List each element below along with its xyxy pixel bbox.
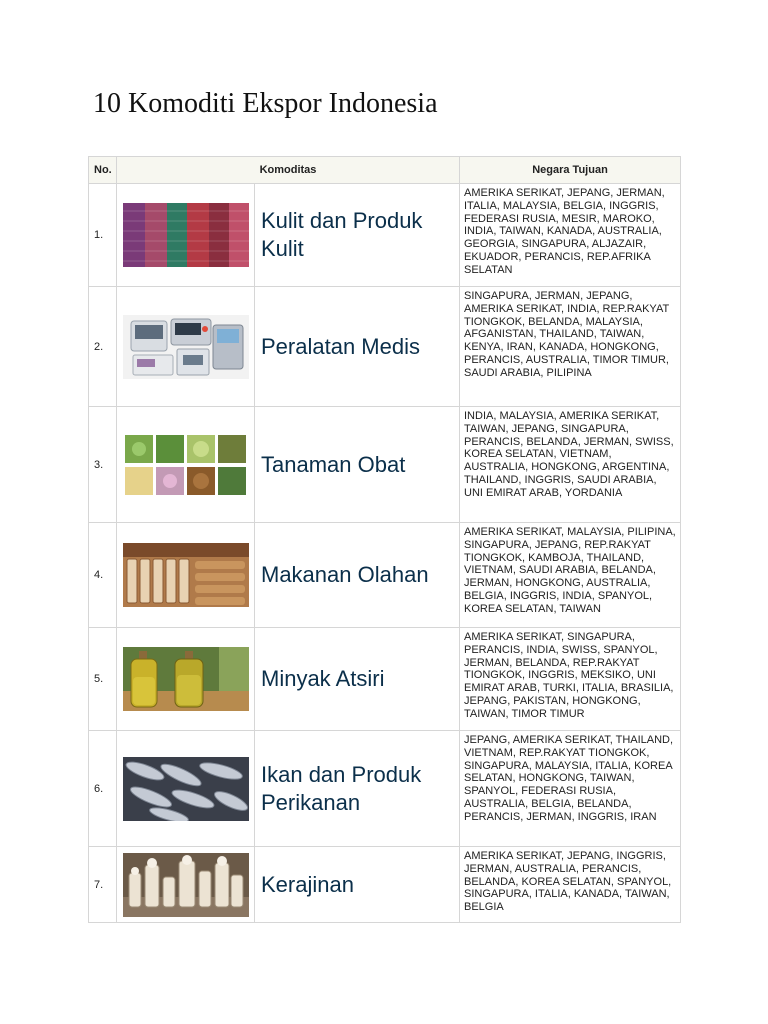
commodity-name: Kulit dan Produk Kulit [255,184,460,287]
table-row [89,847,681,923]
essential-oil-photo [123,647,249,711]
commodity-name: Peralatan Medis [255,287,460,407]
destination-countries: AMERIKA SERIKAT, SINGAPURA, PERANCIS, INDIA, SWISS, SPANYOL, JERMAN, BELANDA, REP.RAKYAT TIONGKOK, INGGRIS, MEKSIKO, UNI EMIRAT ARAB, TURKI, ITALIA, BRASILIA, JEPANG, PAKISTAN, HONGKONG, TAIWAN, TIMOR TIMUR [460,628,681,731]
row-number: 7. [89,847,117,923]
row-number: 1. [89,184,117,287]
commodity-name: Minyak Atsiri [255,628,460,731]
commodity-name: Kerajinan [255,847,460,923]
table-row [89,184,681,287]
destination-countries: JEPANG, AMERIKA SERIKAT, THAILAND, VIETNAM, REP.RAKYAT TIONGKOK, SINGAPURA, MALAYSIA, ITALIA, KOREA SELATAN, HONGKONG, TAIWAN, SPANYOL, FEDERASI RUSIA, AUSTRALIA, BELGIA, BELANDA, PERANCIS, JERMAN, INGGRIS, IRAN [460,731,681,847]
row-number: 3. [89,407,117,523]
page-title: 10 Komoditi Ekspor Indonesia [93,88,438,119]
commodity-name: Tanaman Obat [255,407,460,523]
header-no: No. [89,157,117,184]
handicrafts-photo [123,853,249,917]
destination-countries: INDIA, MALAYSIA, AMERIKA SERIKAT, TAIWAN, JEPANG, SINGAPURA, PERANCIS, BELANDA, JERMAN, SWISS, KOREA SELATAN, VIETNAM, AUSTRALIA, HONGKONG, ARGENTINA, THAILAND, INGGRIS, SAUDI ARABIA, UNI EMIRAT ARAB, YORDANIA [460,407,681,523]
table-row [89,523,681,628]
commodity-table [88,156,681,923]
table-header-row [89,157,681,184]
row-number: 4. [89,523,117,628]
commodity-name: Ikan dan Produk Perikanan [255,731,460,847]
table-row [89,407,681,523]
header-negara-tujuan: Negara Tujuan [460,157,681,184]
row-number: 2. [89,287,117,407]
medical-equipment-photo [123,315,249,379]
table-row [89,287,681,407]
table-row [89,628,681,731]
destination-countries: AMERIKA SERIKAT, MALAYSIA, PILIPINA, SINGAPURA, JEPANG, REP.RAKYAT TIONGKOK, KAMBOJA, THAILAND, VIETNAM, SAUDI ARABIA, BELANDA, JERMAN, HONGKONG, AUSTRALIA, BELGIA, INGGRIS, INDIA, SPANYOL, KOREA SELATAN, TAIWAN [460,523,681,628]
destination-countries: AMERIKA SERIKAT, JEPANG, JERMAN, ITALIA, MALAYSIA, BELGIA, INGGRIS, FEDERASI RUSIA, MESIR, MAROKO, INDIA, TAIWAN, KANADA, AUSTRALIA, GEORGIA, SINGAPURA, ALJAZAIR, EKUADOR, PERANCIS, REP.AFRIKA SELATAN [460,184,681,287]
header-komoditas: Komoditas [117,157,460,184]
destination-countries: SINGAPURA, JERMAN, JEPANG, AMERIKA SERIKAT, INDIA, REP.RAKYAT TIONGKOK, BELANDA, MALAYSIA, AFGANISTAN, THAILAND, TAIWAN, KENYA, IRAN, KANADA, HONGKONG, PERANCIS, AUSTRALIA, TIMOR TIMUR, SAUDI ARABIA, PILIPINA [460,287,681,407]
table-row [89,731,681,847]
destination-countries: AMERIKA SERIKAT, JEPANG, INGGRIS, JERMAN, AUSTRALIA, PERANCIS, BELANDA, KOREA SELATAN, SPANYOL, SINGAPURA, ITALIA, KANADA, TAIWAN, BELGIA [460,847,681,923]
fish-products-photo [123,757,249,821]
medicinal-plants-photo [123,433,249,497]
leather-products-photo [123,203,249,267]
commodity-name: Makanan Olahan [255,523,460,628]
row-number: 5. [89,628,117,731]
row-number: 6. [89,731,117,847]
processed-food-photo [123,543,249,607]
